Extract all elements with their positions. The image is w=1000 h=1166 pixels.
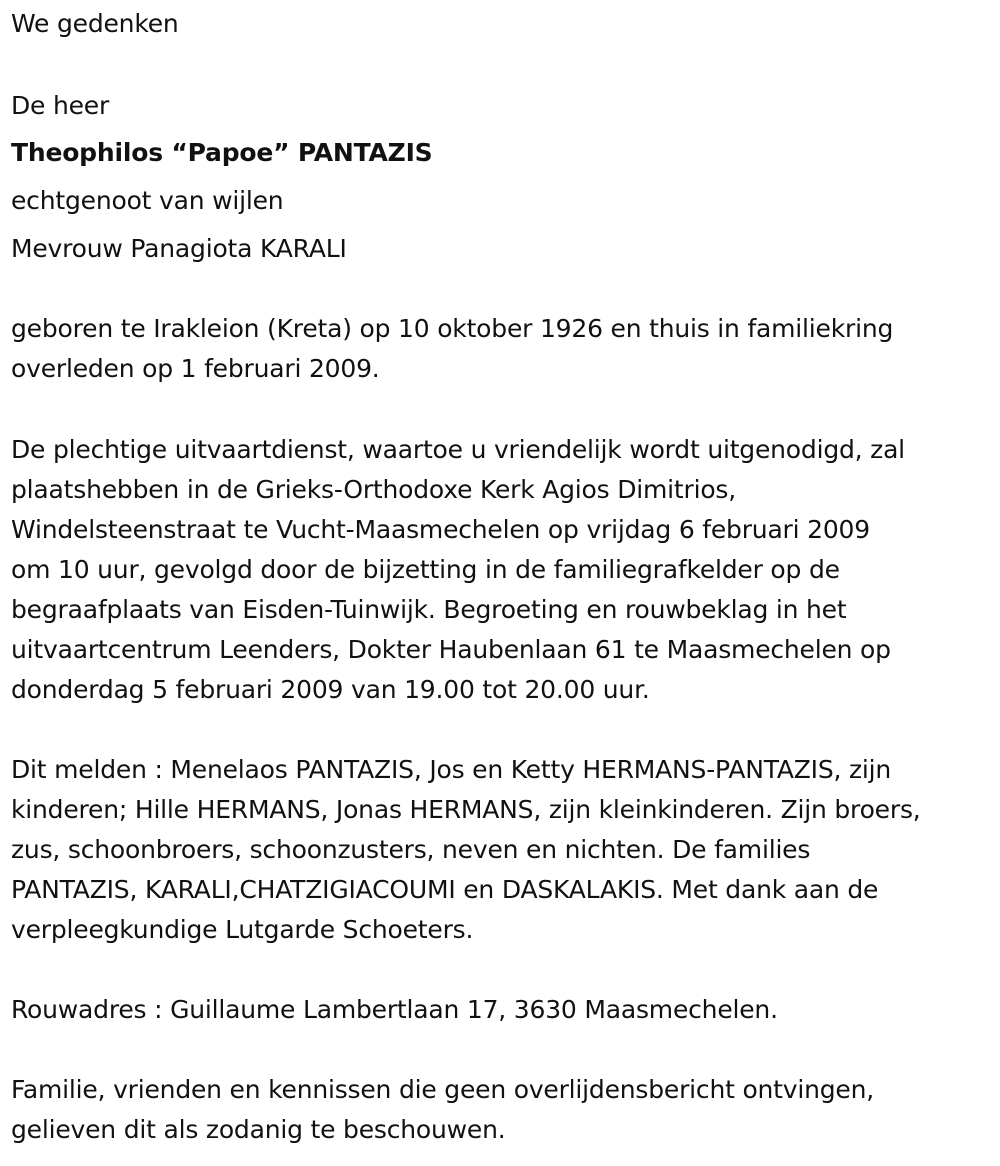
intro-text: We gedenken bbox=[11, 9, 179, 38]
salutation: De heer bbox=[11, 91, 110, 120]
birth-death-line: overleden op 1 februari 2009. bbox=[11, 354, 380, 383]
closing-paragraph bbox=[11, 1070, 991, 1150]
ceremony-line: om 10 uur, gevolgd door de bijzetting in de familiegrafkelder op de bbox=[11, 555, 840, 584]
announcers-line: kinderen; Hille HERMANS, Jonas HERMANS, zijn kleinkinderen. Zijn broers, bbox=[11, 795, 921, 824]
announcers-line: zus, schoonbroers, schoonzusters, neven en nichten. De families bbox=[11, 835, 811, 864]
spouse-relation: echtgenoot van wijlen bbox=[11, 186, 284, 215]
ceremony-line: Windelsteenstraat te Vucht-Maasmechelen op vrijdag 6 februari 2009 bbox=[11, 515, 870, 544]
closing-line: gelieven dit als zodanig te beschouwen. bbox=[11, 1115, 506, 1144]
ceremony-line: begraafplaats van Eisden-Tuinwijk. Begroeting en rouwbeklag in het bbox=[11, 595, 847, 624]
announcers-paragraph bbox=[11, 750, 991, 950]
ceremony-line: plaatshebben in de Grieks-Orthodoxe Kerk Agios Dimitrios, bbox=[11, 475, 737, 504]
ceremony-paragraph bbox=[11, 430, 991, 710]
announcers-line: PANTAZIS, KARALI,CHATZIGIACOUMI en DASKALAKIS. Met dank aan de bbox=[11, 875, 879, 904]
birth-death-line: geboren te Irakleion (Kreta) op 10 oktober 1926 en thuis in familiekring bbox=[11, 314, 894, 343]
announcers-line: Dit melden : Menelaos PANTAZIS, Jos en Ketty HERMANS-PANTAZIS, zijn bbox=[11, 755, 892, 784]
mourning-address: Rouwadres : Guillaume Lambertlaan 17, 3630 Maasmechelen. bbox=[11, 995, 778, 1024]
deceased-name: Theophilos “Papoe” PANTAZIS bbox=[11, 138, 433, 167]
announcers-line: verpleegkundige Lutgarde Schoeters. bbox=[11, 915, 474, 944]
ceremony-line: uitvaartcentrum Leenders, Dokter Haubenlaan 61 te Maasmechelen op bbox=[11, 635, 891, 664]
birth-death-paragraph bbox=[11, 309, 991, 389]
ceremony-line: De plechtige uitvaartdienst, waartoe u vriendelijk wordt uitgenodigd, zal bbox=[11, 435, 905, 464]
ceremony-line: donderdag 5 februari 2009 van 19.00 tot 20.00 uur. bbox=[11, 675, 650, 704]
spouse-name: Mevrouw Panagiota KARALI bbox=[11, 234, 347, 263]
closing-line: Familie, vrienden en kennissen die geen overlijdensbericht ontvingen, bbox=[11, 1075, 875, 1104]
